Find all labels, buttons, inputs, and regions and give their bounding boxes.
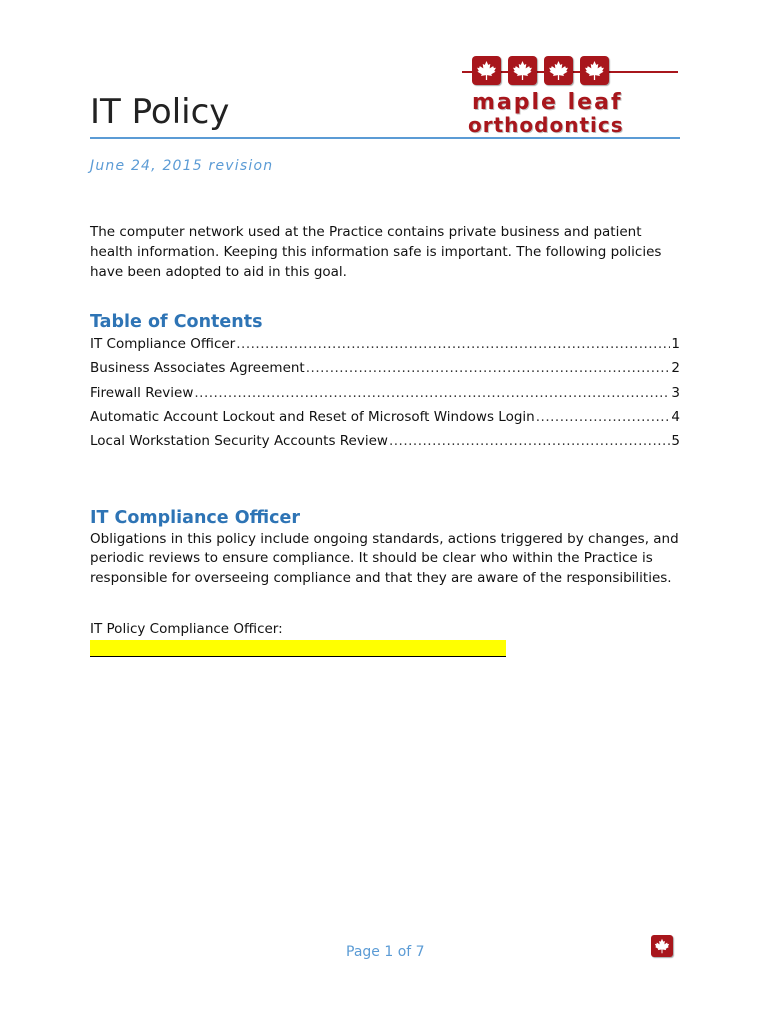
officer-name-field[interactable]: [90, 640, 506, 657]
toc-leader-dots: [536, 409, 671, 425]
officer-label: IT Policy Compliance Officer:: [90, 621, 283, 637]
title-underline: [90, 137, 680, 139]
section-heading: IT Compliance Officer: [90, 508, 301, 528]
table-of-contents: [90, 336, 680, 457]
toc-entry-page: 5: [671, 433, 680, 450]
logo-text-line1: maple leaf: [472, 90, 623, 115]
toc-entry[interactable]: [90, 336, 680, 360]
toc-entry-page: 2: [671, 360, 680, 377]
toc-leader-dots: [236, 336, 670, 352]
toc-heading: Table of Contents: [90, 312, 263, 332]
toc-entry[interactable]: [90, 433, 680, 457]
maple-leaf-icon: [651, 935, 673, 957]
toc-leader-dots: [306, 360, 671, 376]
revision-date: June 24, 2015 revision: [90, 158, 274, 174]
page-number: Page 1 of 7: [346, 944, 425, 960]
toc-entry-label: Business Associates Agreement: [90, 360, 305, 377]
company-logo: [462, 54, 680, 140]
toc-entry-label: Automatic Account Lockout and Reset of Microsoft Windows Login: [90, 408, 535, 425]
toc-entry-label: IT Compliance Officer: [90, 336, 236, 352]
toc-entry[interactable]: [90, 385, 680, 409]
toc-entry-label: Firewall Review: [90, 384, 194, 401]
toc-entry[interactable]: [90, 409, 680, 433]
maple-leaf-icon: [472, 56, 501, 85]
logo-tiles: [472, 56, 609, 85]
document-title: IT Policy: [90, 92, 230, 132]
maple-leaf-icon: [508, 56, 537, 85]
maple-leaf-icon: [544, 56, 573, 85]
section-body: Obligations in this policy include ongoing standards, actions triggered by changes, and periodic reviews to ensure compliance. It should be clear who within the Practice is responsible for overseeing compliance and that they are aware of the responsibilities.: [90, 531, 679, 586]
toc-leader-dots: [194, 385, 670, 401]
maple-leaf-icon: [580, 56, 609, 85]
toc-entry-page: 3: [671, 384, 680, 401]
toc-entry-page: 4: [671, 408, 680, 425]
logo-text-line2: orthodontics: [468, 113, 624, 137]
toc-entry[interactable]: [90, 360, 680, 384]
toc-leader-dots: [389, 433, 670, 449]
toc-entry-page: 1: [671, 336, 680, 352]
intro-paragraph: The computer network used at the Practice contains private business and patient health information. Keeping this information safe is important. The following policies have been adopted to aid in this goal.: [90, 224, 662, 280]
toc-entry-label: Local Workstation Security Accounts Review: [90, 433, 388, 450]
